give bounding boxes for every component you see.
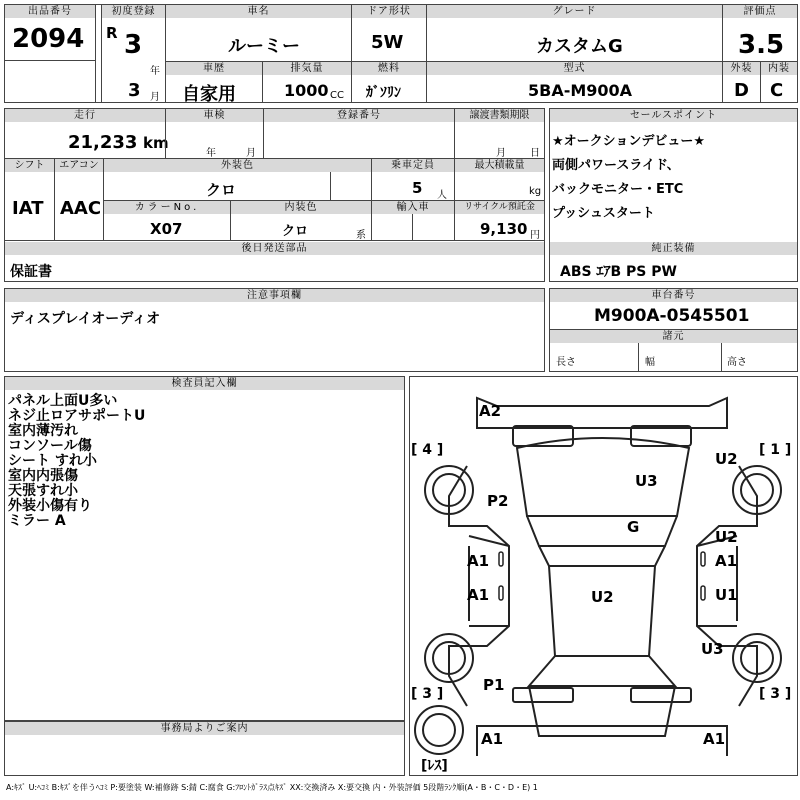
ac-label: エアコン	[55, 159, 103, 172]
mileage-label: 走行	[5, 109, 165, 122]
equipment-label: 純正装備	[550, 242, 797, 255]
model: 5BA-M900A	[528, 81, 633, 100]
recycle-unit: 円	[530, 230, 540, 241]
inspector-line: ネジ止ロアサポートU	[8, 408, 146, 424]
mark-a1: A1	[481, 730, 504, 748]
sales-point: ★オークションデビュー★	[552, 134, 706, 149]
era: R	[106, 24, 118, 42]
mark-u2: U2	[715, 450, 738, 468]
history-label: 車歴	[166, 62, 262, 75]
tire-front-left	[425, 466, 473, 514]
displacement-label: 排気量	[263, 62, 351, 75]
insp-year-unit: 年	[206, 148, 216, 159]
chassis-label: 車台番号	[550, 289, 797, 302]
sales-point: プッシュスタート	[552, 206, 655, 221]
tire-label-3: [ 3 ]	[411, 686, 444, 702]
transfer-day-unit: 日	[530, 148, 540, 159]
lot-no-label: 出品番号	[5, 5, 95, 18]
interior-score: C	[770, 80, 784, 101]
exterior-label: 外装	[723, 62, 760, 75]
tire-spare	[415, 706, 463, 754]
mark-u3: U3	[635, 472, 658, 490]
car-name-label: 車名	[166, 5, 351, 18]
mark-p1: P1	[483, 676, 505, 694]
ac: AAC	[60, 198, 102, 219]
inspector-notes	[8, 394, 145, 529]
mark-a1: A1	[467, 552, 490, 570]
first-reg-label: 初度登録	[102, 5, 165, 18]
insp-month-unit: 月	[246, 148, 256, 159]
lot-no: 2094	[12, 24, 85, 54]
legend: A:ｷｽﾞ U:ﾍｺﾐ B:ｷｽﾞを伴うﾍｺﾐ P:要塗装 W:補修跡 S:錆 C:腐食 G:ﾌﾛﾝﾄｶﾞﾗｽ点ｷｽﾞ XX:交換済み X:要交換 内・外装評価 5段階ﾗﾝｸ順(A・B・C・D・E) 1	[6, 783, 538, 792]
capacity-label: 乗車定員	[372, 159, 454, 172]
first-reg-year: 3	[124, 30, 143, 60]
office-label: 事務局よりご案内	[5, 722, 404, 735]
mark-u2: U2	[591, 588, 614, 606]
import-label: 輸入車	[372, 201, 454, 214]
int-color-unit: 系	[356, 230, 366, 241]
mark-u1: U1	[715, 586, 738, 604]
fuel: ｶﾞｿﾘﾝ	[366, 85, 401, 101]
sales-point-label: セールスポイント	[550, 109, 797, 122]
capacity-unit: 人	[437, 190, 447, 201]
int-color: クロ	[282, 224, 309, 239]
inspector-line: 外装小傷有り	[8, 498, 92, 514]
inspector-line: 天張すれ小	[8, 483, 78, 499]
first-reg-month: 3	[128, 80, 141, 101]
inspector-line: パネル上面U多い	[8, 393, 118, 409]
grade: カスタムG	[536, 36, 623, 57]
spec-length: 長さ	[556, 357, 576, 368]
shift: IAT	[12, 198, 44, 219]
spec-height: 高さ	[727, 357, 747, 368]
transfer-month-unit: 月	[496, 148, 506, 159]
capacity: 5	[412, 179, 423, 197]
door-type: 5W	[371, 32, 404, 53]
mileage-unit: km	[143, 134, 169, 152]
notes-text: ディスプレイオーディオ	[10, 311, 161, 327]
inspection-label: 車検	[166, 109, 263, 122]
color-no-label: カラーNo.	[104, 201, 230, 214]
tire-label-3: [ 3 ]	[759, 686, 792, 702]
chassis-number: M900A-0545501	[594, 306, 750, 326]
inspector-line: 室内内張傷	[8, 468, 78, 484]
color-label: 外装色	[104, 159, 371, 172]
tire-label-1: [ 1 ]	[759, 442, 792, 458]
inspector-line: ミラー A	[8, 513, 66, 529]
mark-u2: U2	[715, 528, 738, 546]
mark-u3: U3	[701, 640, 724, 658]
mark-g: G	[627, 518, 640, 536]
mark-p2: P2	[487, 492, 509, 510]
equipment: ABS ｴｱB PS PW	[560, 264, 677, 280]
month-unit: 月	[150, 92, 160, 103]
spec-width: 幅	[645, 357, 655, 368]
recycle-fee: 9,130	[480, 220, 528, 238]
car-diagram	[409, 376, 798, 776]
sales-point: 両側パワースライド、	[552, 158, 680, 173]
fuel-label: 燃料	[352, 62, 426, 75]
later-parts: 保証書	[10, 264, 52, 280]
year-unit: 年	[150, 66, 160, 77]
inspector-label: 検査員記入欄	[5, 377, 404, 390]
color: クロ	[206, 181, 237, 199]
mark-a1: A1	[715, 552, 738, 570]
inspector-line: 室内薄汚れ	[8, 423, 78, 439]
exterior-score: D	[734, 80, 749, 101]
displacement: 1000	[284, 81, 329, 100]
tire-front-right	[733, 466, 781, 514]
sales-point-list	[552, 130, 705, 226]
tire-label-spare: [ﾚｽ]	[421, 758, 448, 774]
sales-point: バックモニター・ETC	[552, 182, 684, 197]
reg-no-label: 登録番号	[264, 109, 454, 122]
car-name: ルーミー	[228, 36, 300, 57]
transfer-label: 譲渡書類期限	[455, 109, 544, 122]
score: 3.5	[738, 30, 785, 60]
recycle-label: リサイクル預託金	[455, 201, 544, 214]
shift-label: シフト	[5, 159, 54, 172]
displacement-unit: CC	[330, 90, 344, 101]
grade-label: グレード	[427, 5, 722, 18]
mark-a1: A1	[703, 730, 726, 748]
later-parts-label: 後日発送部品	[5, 242, 544, 255]
tire-label-4: [ 4 ]	[411, 442, 444, 458]
inspector-line: コンソール傷	[8, 438, 92, 454]
inspector-line: シート すれ小	[8, 453, 97, 469]
spec-label: 諸元	[550, 330, 797, 343]
mark-a2: A2	[479, 402, 502, 420]
door-label: ドア形状	[352, 5, 426, 18]
int-color-label: 内装色	[231, 201, 371, 214]
mark-a1: A1	[467, 586, 490, 604]
max-load-unit: kg	[529, 186, 542, 197]
max-load-label: 最大積載量	[455, 159, 544, 172]
history: 自家用	[182, 84, 236, 105]
color-no: X07	[150, 220, 183, 238]
score-label: 評価点	[723, 5, 797, 18]
mileage: 21,233	[68, 132, 138, 153]
notes-label: 注意事項欄	[5, 289, 544, 302]
interior-label: 内装	[761, 62, 797, 75]
model-label: 型式	[427, 62, 722, 75]
